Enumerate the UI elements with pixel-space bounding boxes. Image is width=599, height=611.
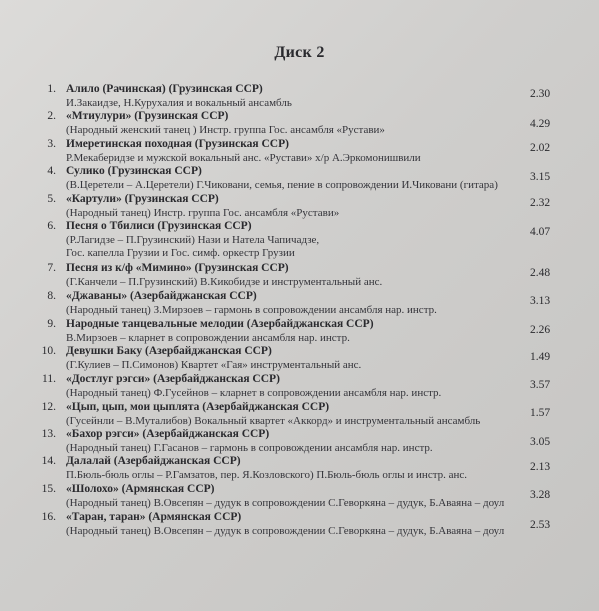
track-number: 5. <box>47 193 56 205</box>
track-title: Девушки Баку (Азербайджанская ССР) <box>66 345 272 357</box>
track-title: «Мтиулури» (Грузинская ССР) <box>66 110 229 122</box>
track-performers: (Народный танец) З.Мирзоев – гармонь в сопровождении ансамбля нар. инстр. <box>66 304 437 316</box>
track-duration: 3.57 <box>530 379 551 391</box>
track-performers: И.Закаидзе, Н.Курухалия и вокальный ансамбль <box>66 97 292 109</box>
track-title: Алило (Рачинская) (Грузинская ССР) <box>66 83 263 95</box>
track-number: 4. <box>47 165 56 177</box>
track-title: «Джаваны» (Азербайджанская ССР) <box>66 290 257 302</box>
track-number: 2. <box>47 110 56 122</box>
track-title: Далалай (Азербайджанская ССР) <box>66 455 241 467</box>
track-row <box>0 83 599 113</box>
track-number: 10. <box>41 345 56 357</box>
track-duration: 2.26 <box>530 324 551 336</box>
track-duration: 2.48 <box>530 267 551 279</box>
track-duration: 2.02 <box>530 142 551 154</box>
track-row <box>0 165 599 195</box>
track-title: «Бахор рэгси» (Азербайджанская ССР) <box>66 428 270 440</box>
track-duration: 3.15 <box>530 171 551 183</box>
track-number: 3. <box>47 138 56 150</box>
track-performers: Р.Мекаберидзе и мужской вокальный анс. «Рустави» х/р А.Эркомонишвили <box>66 152 421 164</box>
track-number: 12. <box>41 401 56 413</box>
track-row <box>0 290 599 320</box>
track-performers: (Народный танец) Инстр. группа Гос. ансамбля «Рустави» <box>66 207 340 219</box>
track-number: 6. <box>47 220 56 232</box>
track-performers: (Народный танец) Ф.Гусейнов – кларнет в сопровождении ансамбля нар. инстр. <box>66 387 442 399</box>
track-row <box>0 262 599 292</box>
track-performers: (Народный танец) Г.Гасанов – гармонь в сопровождении ансамбля нар. инстр. <box>66 442 433 454</box>
track-row <box>0 483 599 513</box>
track-duration: 3.13 <box>530 295 551 307</box>
track-row <box>0 193 599 223</box>
track-performers: (Народный танец) В.Овсепян – дудук в сопровождении С.Геворкяна – дудук, Б.Аваяна – доул <box>66 497 505 509</box>
track-number: 13. <box>41 428 56 440</box>
track-number: 11. <box>42 373 56 385</box>
track-number: 9. <box>47 318 56 330</box>
track-performers: (Народный женский танец ) Инстр. группа Гос. ансамбля «Рустави» <box>66 124 385 136</box>
track-performers: (Р.Лагидзе – П.Грузинский) Нази и Натела Чапичадзе, <box>66 234 320 246</box>
track-duration: 4.29 <box>530 118 551 130</box>
track-title: Песня о Тбилиси (Грузинская ССР) <box>66 220 252 232</box>
track-title: «Шолохо» (Армянская ССР) <box>66 483 215 495</box>
track-row <box>0 373 599 403</box>
track-duration: 2.53 <box>530 519 551 531</box>
track-performers: П.Бюль-бюль оглы – Р.Гамзатов, пер. Я.Козловского) П.Бюль-бюль оглы и инстр. анс. <box>66 469 468 481</box>
track-row <box>0 220 599 259</box>
track-title: Имеретинская походная (Грузинская ССР) <box>66 138 289 150</box>
track-duration: 3.05 <box>530 436 551 448</box>
track-title: «Картули» (Грузинская ССР) <box>66 193 219 205</box>
track-duration: 2.30 <box>530 88 551 100</box>
track-number: 7. <box>47 262 56 274</box>
track-number: 8. <box>47 290 56 302</box>
track-row <box>0 511 599 541</box>
track-row <box>0 401 599 431</box>
track-duration: 2.32 <box>530 197 551 209</box>
track-performers: В.Мирзоев – кларнет в сопровождении ансамбля нар. инстр. <box>66 332 350 344</box>
track-number: 1. <box>47 83 56 95</box>
track-row <box>0 428 599 458</box>
track-duration: 2.13 <box>530 461 551 473</box>
track-performers: (Г.Кулиев – П.Симонов) Квартет «Гая» инструментальный анс. <box>66 359 362 371</box>
track-row <box>0 110 599 140</box>
track-duration: 1.57 <box>530 407 551 419</box>
track-row <box>0 318 599 348</box>
track-duration: 1.49 <box>530 351 551 363</box>
track-performers: (Народный танец) В.Овсепян – дудук в сопровождении С.Геворкяна – дудук, Б.Аваяна – доул <box>66 525 505 537</box>
track-performers-continued: Гос. капелла Грузии и Гос. симф. оркестр Грузии <box>66 247 295 259</box>
track-title: «Цып, цып, мои цыплята (Азербайджанская ССР) <box>66 401 330 413</box>
track-number: 16. <box>41 511 56 523</box>
track-row <box>0 345 599 375</box>
track-title: Народные танцевальные мелодии (Азербайджанская ССР) <box>66 318 374 330</box>
track-performers: (Г.Канчели – П.Грузинский) В.Кикобидзе и инструментальный анс. <box>66 276 383 288</box>
track-title: Сулико (Грузинская ССР) <box>66 165 202 177</box>
track-duration: 3.28 <box>530 489 551 501</box>
track-row <box>0 455 599 485</box>
track-duration: 4.07 <box>530 226 551 238</box>
track-performers: (В.Церетели – А.Церетели) Г.Чиковани, семья, пение в сопровождении И.Чиковани (гитара) <box>66 179 498 191</box>
track-title: Песня из к/ф «Мимино» (Грузинская ССР) <box>66 262 289 274</box>
disc-title: Диск 2 <box>274 44 325 61</box>
track-title: «Таран, таран» (Армянская ССР) <box>66 511 242 523</box>
track-number: 14. <box>41 455 56 467</box>
track-row <box>0 138 599 168</box>
track-performers: (Гусейнли – В.Муталибов) Вокальный квартет «Аккорд» и инструментальный ансамбль <box>66 415 481 427</box>
track-number: 15. <box>41 483 56 495</box>
track-title: «Достлуг рэгси» (Азербайджанская ССР) <box>66 373 280 385</box>
